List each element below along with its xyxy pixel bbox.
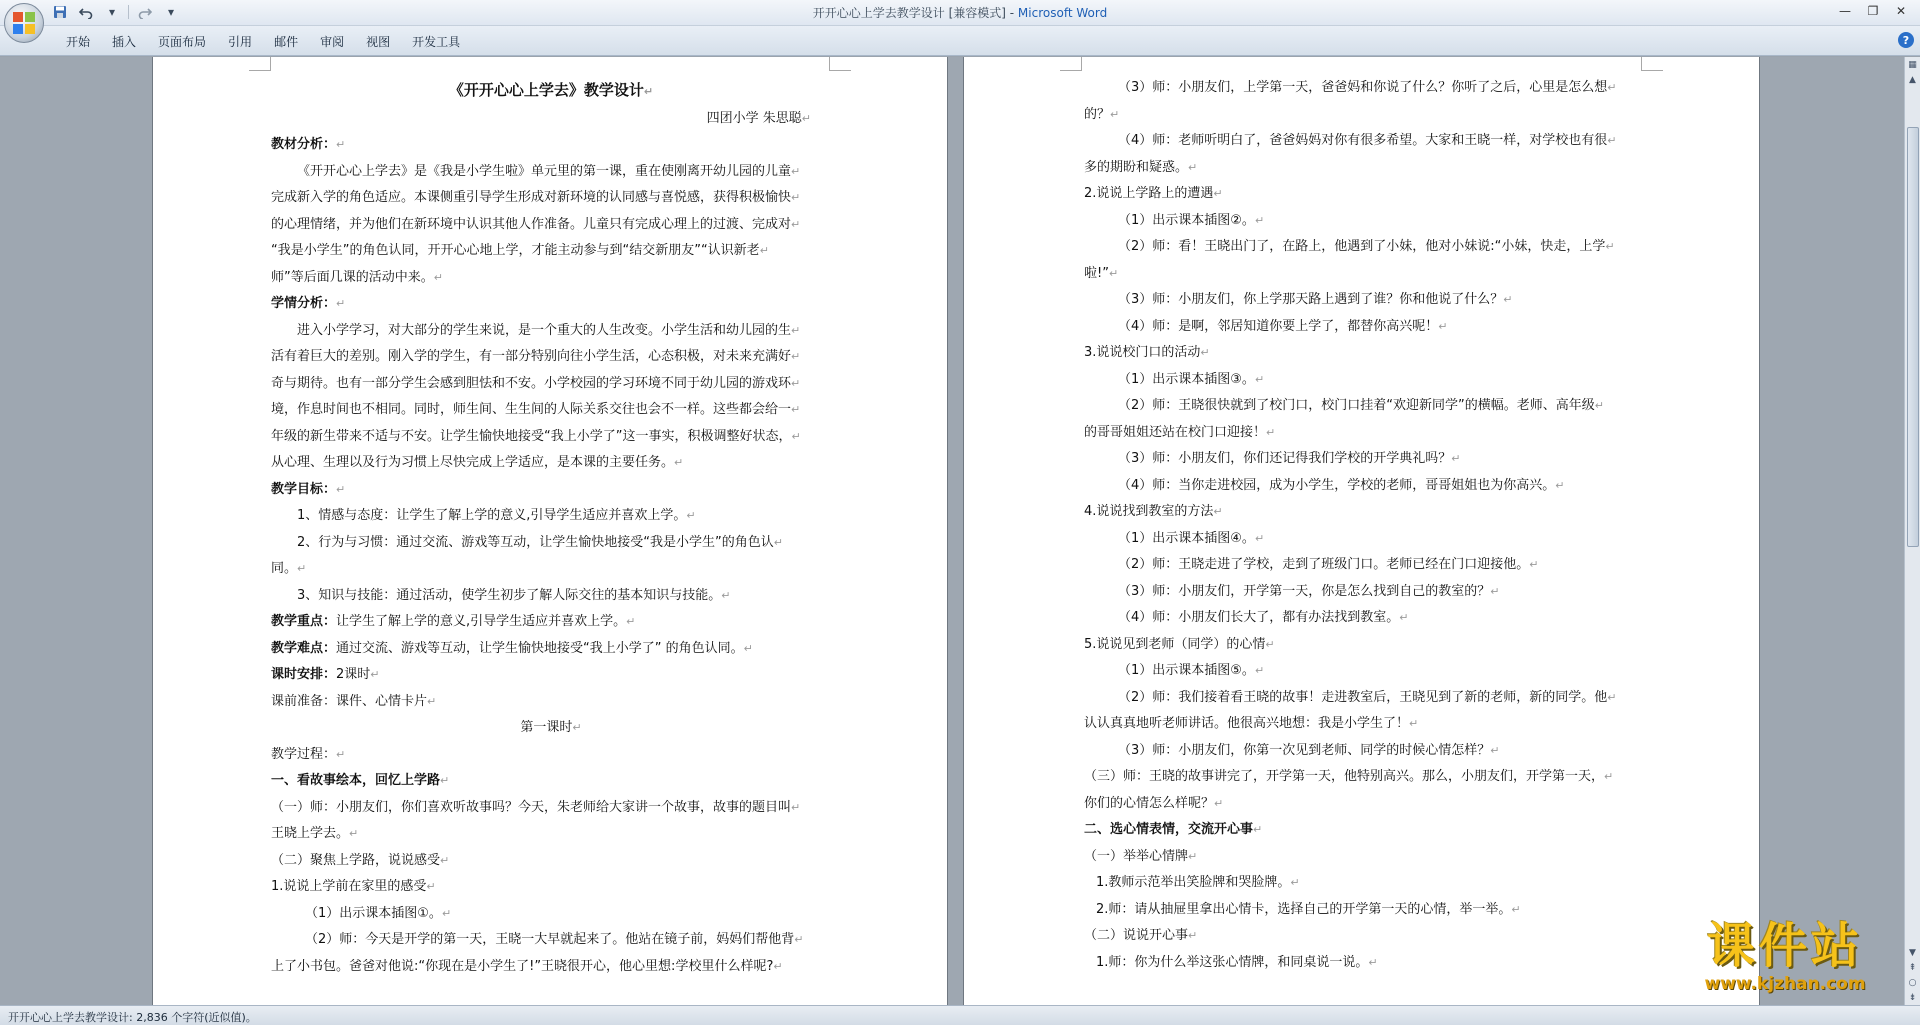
paragraph-mark: ↵ [1555,478,1565,492]
paragraph-line [1084,579,1644,606]
line-text: 境，作息时间也不相同。同时，师生间、生生间的人际关系交往也会不一样。这些都会给一 [271,402,792,417]
paragraph-line [271,424,831,451]
paragraph-mark: ↵ [1254,372,1265,386]
paragraph-mark: ↵ [1200,346,1210,359]
page-body-right [1084,75,1644,976]
paragraph-line [1084,605,1644,632]
paragraph-mark: ↵ [626,615,636,628]
line-text: （一）举举心情牌 [1084,848,1189,864]
line-text: 啦!” [1084,265,1109,281]
page-body-left [271,77,831,980]
author-line [271,106,831,133]
help-icon[interactable]: ? [1898,32,1914,48]
paragraph-line [271,291,831,318]
paragraph-mark: ↵ [1188,929,1198,942]
watermark-url: www.kjzhan.com [1704,974,1866,994]
title-text: 《开开心心上学去》教学设计 [448,81,644,99]
paragraph-line [271,238,831,265]
paragraph-mark: ↵ [791,376,801,390]
paragraph-line [271,583,831,610]
paragraph-mark: ↵ [1607,690,1617,704]
paragraph-line [271,795,831,822]
paragraph-line [1084,340,1644,367]
line-text: 5.说说见到老师（同学）的心情 [1084,636,1266,652]
paragraph-mark: ↵ [297,562,307,575]
paragraph-line [1084,287,1644,314]
paragraph-line [271,344,831,371]
line-text: （1）出示课本插图①。 [305,905,442,921]
paragraph-line [1084,711,1644,738]
line-text: （1）出示课本插图⑤。 [1118,663,1255,678]
tab-developer[interactable]: 开发工具 [412,35,461,49]
line-text: （1）出示课本插图④。 [1118,530,1255,546]
paragraph-line [271,450,831,477]
watermark-logo [1660,918,1910,1000]
select-browse-object-icon[interactable]: ○ [1908,977,1917,988]
paragraph-mark: ↵ [440,853,450,867]
paragraph-line [271,530,831,557]
line-text: 2.说说上学路上的遭遇 [1084,186,1214,201]
line-text: 通过交流、游戏等互动，让学生愉快地接受“我上小学了” 的角色认同。 [336,640,744,656]
section-heading: 教学重点： [271,614,337,629]
document-title: 开开心心上学去教学设计 [兼容模式] - [812,6,1018,20]
left-paragraphs [271,132,831,980]
line-text: 奇与期待。也有一部分学生会感到胆怯和不安。小学校园的学习环境不同于幼儿园的游戏环 [271,375,792,391]
paragraph-mark: ↵ [1213,505,1223,518]
paragraph-line [271,397,831,424]
line-text: 的哥哥姐姐还站在校门口迎接！ [1084,424,1267,440]
line-text: （3）师：小朋友们，开学第一天，你是怎么找到自己的教室的？ [1118,583,1491,599]
line-text: 1、情感与态度：让学生了解上学的意义,引导学生适应并喜欢上学。 [297,508,687,523]
paragraph-mark: ↵ [1490,743,1500,757]
paragraph-mark: ↵ [759,244,769,257]
paragraph-line [271,954,831,981]
paragraph-mark: ↵ [336,747,346,761]
tab-view[interactable]: 视图 [366,35,391,49]
paragraph-line [1084,791,1644,818]
paragraph-line [271,371,831,398]
line-text: （1）出示课本插图③。 [1118,371,1255,387]
paragraph-mark: ↵ [336,297,346,310]
section-heading: 课时安排： [271,667,337,682]
paragraph-line [1084,128,1644,155]
vertical-scrollbar[interactable] [1904,57,1920,1005]
paragraph-mark: ↵ [1213,187,1223,200]
window-controls [1832,2,1914,20]
line-text: （2）师：我们接着看王晓的故事！走进教室后，王晓见到了新的老师，新的同学。他 [1118,689,1608,705]
paragraph-line [1084,923,1644,950]
paragraph-line [1084,552,1644,579]
paragraph-mark: ↵ [1108,266,1119,280]
tab-page-layout[interactable]: 页面布局 [158,35,207,49]
paragraph-line [1084,950,1644,977]
paragraph-mark: ↵ [1438,319,1448,333]
paragraph-mark: ↵ [773,535,783,549]
paragraph-line [1084,181,1644,208]
line-text: 的心理情绪，并为他们在新环境中认识其他人作准备。儿童只有完成心理上的过渡、完成对 [271,216,792,232]
paragraph-mark: ↵ [440,774,450,787]
paragraph-mark: ↵ [1188,160,1198,174]
paragraph-line [1084,420,1644,447]
paragraph-mark: ↵ [1254,213,1265,227]
section-heading: 二、选心情表情，交流开心事 [1084,822,1254,837]
window-title [0,4,1920,21]
ruler-toggle-icon[interactable]: ▦ [1908,59,1917,70]
section-heading: 教学目标： [271,481,337,497]
paragraph-mark: ↵ [1594,399,1604,412]
paragraph-line [271,609,831,636]
line-text: （3）师：小朋友们，你上学那天路上遇到了谁？你和他说了什么？ [1118,292,1504,307]
paragraph-mark: ↵ [791,350,801,363]
status-bar [0,1005,1920,1025]
paragraph-mark: ↵ [1290,876,1300,889]
paragraph-line [1084,870,1644,897]
line-text: （三）师：王晓的故事讲完了，开学第一天，他特别高兴。那么，小朋友们，开学第一天， [1084,769,1605,784]
crop-mark [249,57,271,71]
line-text: （二）说说开心事 [1084,928,1189,943]
crop-mark [1060,57,1082,71]
paragraph-mark: ↵ [426,880,436,893]
paragraph-line [1084,75,1644,102]
paragraph-mark: ↵ [743,641,753,655]
document-page-left[interactable] [152,57,948,1005]
line-text: （3）师：小朋友们，你们还记得我们学校的开学典礼吗？ [1118,451,1452,466]
paragraph-line [271,212,831,239]
line-text: 活有着巨大的差别。刚入学的学生，有一部分特别向往小学生活，心态积极，对未来充满好 [271,349,792,364]
line-text: 3.说说校门口的活动 [1084,345,1201,360]
paragraph-mark: ↵ [791,164,801,178]
paragraph-mark: ↵ [791,217,801,231]
previous-page-icon[interactable]: ⇞ [1908,962,1917,973]
paragraph-line [1084,234,1644,261]
paragraph-mark: ↵ [643,85,654,98]
paragraph-line [271,159,831,186]
paragraph-mark: ↵ [1607,81,1617,94]
line-text: （二）聚焦上学路，说说感受 [271,852,441,868]
paragraph-line [1084,155,1644,182]
line-text: 从心理、生理以及行为习惯上尽快完成上学适应，是本课的主要任务。 [271,455,675,470]
paragraph-line [271,265,831,292]
line-text: 4.说说找到教室的方法 [1084,504,1214,519]
paragraph-line [1084,738,1644,765]
paragraph-mark: ↵ [674,456,684,469]
app-name: Microsoft Word [1017,6,1108,20]
paragraph-line [271,715,831,742]
paragraph-line [1084,314,1644,341]
paragraph-mark: ↵ [441,906,452,920]
line-text: 教学过程： [271,746,337,762]
paragraph-mark: ↵ [1266,425,1276,439]
paragraph-line [1084,473,1644,500]
paragraph-mark: ↵ [433,270,443,284]
watermark-title: 课件站 [1706,918,1863,974]
paragraph-mark: ↵ [1511,902,1521,916]
paragraph-line [271,318,831,345]
line-text: （2）师：今天是开学的第一天，王晓一大早就起来了。他站在镜子前，妈妈们帮他背 [305,932,795,947]
paragraph-mark: ↵ [1605,240,1615,253]
next-page-icon[interactable]: ⇟ [1908,992,1917,1003]
paragraph-line [271,503,831,530]
paragraph-mark: ↵ [721,588,731,602]
word-count-status[interactable]: 开开心心上学去教学设计: 2,836 个字符(近似值)。 [8,1011,257,1024]
paragraph-mark: ↵ [1529,558,1539,571]
paragraph-mark: ↵ [1253,823,1263,836]
restore-icon[interactable]: ❐ [1867,4,1879,18]
paragraph-line [1084,658,1644,685]
paragraph-line [271,821,831,848]
paragraph-mark: ↵ [349,827,359,840]
paragraph-mark: ↵ [1490,584,1500,598]
paragraph-line [1084,102,1644,129]
paragraph-line [1084,764,1644,791]
crop-mark [1641,57,1663,71]
line-text: 上了小书包。爸爸对他说:“你现在是小学生了!”王晓很开心，他心里想:学校里什么样呢? [271,958,774,974]
paragraph-mark: ↵ [1188,849,1198,863]
line-text: （4）师：小朋友们长大了，都有办法找到教室。 [1118,610,1400,625]
tab-review[interactable]: 审阅 [320,35,345,49]
line-text: 第一课时 [520,720,573,735]
paragraph-line [1084,499,1644,526]
paragraph-mark: ↵ [336,482,346,496]
line-text: 2、行为与习惯：通过交流、游戏等互动，让学生愉快地接受“我是小学生”的角色认 [297,534,774,550]
paragraph-mark: ↵ [427,694,437,708]
paragraph-mark: ↵ [791,800,801,814]
paragraph-line [1084,632,1644,659]
tab-home[interactable]: 开始 [66,35,91,49]
paragraph-line [1084,844,1644,871]
line-text: 你们的心情怎么样呢？ [1084,795,1215,811]
scroll-down-icon[interactable]: ▼ [1909,947,1916,958]
line-text: 师”等后面几课的活动中来。 [271,269,434,285]
line-text: （2）师：王晓很快就到了校门口，校门口挂着“欢迎新同学”的横幅。老师、高年级 [1118,398,1595,413]
paragraph-line [271,768,831,795]
line-text: 让学生了解上学的意义,引导学生适应并喜欢上学。 [336,614,627,629]
right-paragraphs [1084,75,1644,976]
paragraph-line [271,477,831,504]
paragraph-mark: ↵ [370,668,380,681]
scroll-up-icon[interactable]: ▲ [1909,74,1916,85]
office-logo-icon [13,12,35,34]
paragraph-line [1084,261,1644,288]
paragraph-line [271,874,831,901]
line-text: （3）师：小朋友们，你第一次见到老师、同学的时候心情怎样？ [1118,742,1491,758]
paragraph-line [1084,897,1644,924]
paragraph-mark: ↵ [773,959,783,973]
line-text: “我是小学生”的角色认同，开开心心地上学，才能主动参与到“结交新朋友”“认识新老 [271,243,760,258]
line-text: 进入小学学习，对大部分的学生来说，是一个重大的人生改变。小学生活和幼儿园的生 [297,322,792,338]
chevron-down-icon[interactable]: ▾ [108,5,116,19]
paragraph-mark: ↵ [686,509,696,522]
section-heading: 教学难点： [271,640,337,656]
paragraph-line [271,689,831,716]
paragraph-line [1084,446,1644,473]
paragraph-mark: ↵ [791,191,801,204]
line-text: 完成新入学的角色适应。本课侧重引导学生形成对新环境的认同感与喜悦感，获得积极愉快 [271,190,792,205]
paragraph-line [271,556,831,583]
document-title-heading [271,77,831,106]
section-heading: 学情分析： [271,296,337,311]
paragraph-line [271,901,831,928]
line-text: 1.说说上学前在家里的感受 [271,879,427,894]
section-heading: 教材分析： [271,137,337,152]
paragraph-mark: ↵ [1265,637,1275,651]
line-text: （4）师：当你走进校园，成为小学生，学校的老师，哥哥姐姐也为你高兴。 [1118,477,1556,493]
paragraph-line [271,132,831,159]
line-text: 认认真真地听老师讲话。他很高兴地想：我是小学生了！ [1084,716,1410,731]
tab-references[interactable]: 引用 [228,35,253,49]
crop-mark [829,57,851,71]
tab-mailings[interactable]: 邮件 [274,35,299,49]
line-text: （4）师：是啊，邻居知道你要上学了，都替你高兴呢！ [1118,318,1439,334]
line-text: 3、知识与技能：通过活动，使学生初步了解人际交往的基本知识与技能。 [297,587,722,603]
paragraph-mark: ↵ [1254,664,1265,677]
office-button[interactable] [4,3,44,43]
paragraph-mark: ↵ [1607,134,1617,147]
paragraph-mark: ↵ [791,429,801,443]
document-workspace [0,57,1904,1005]
paragraph-line [1084,685,1644,712]
paragraph-mark: ↵ [791,403,801,416]
paragraph-line [1084,367,1644,394]
line-text: 王晓上学去。 [271,826,350,841]
paragraph-mark: ↵ [1604,770,1614,783]
line-text: 2.师：请从抽屉里拿出心情卡，选择自己的开学第一天的心情，举一举。 [1096,901,1512,917]
author-text: 四团小学 朱思聪 [706,110,802,126]
ribbon-tabs [58,31,468,52]
line-text: （4）师：老师听明白了，爸爸妈妈对你有很多希望。大家和王晓一样，对学校也有很 [1118,133,1608,148]
paragraph-line [1084,393,1644,420]
line-text: 的？ [1084,106,1111,122]
section-heading: 一、看故事绘本，回忆上学路 [271,773,441,788]
paragraph-mark: ↵ [794,933,804,946]
paragraph-mark: ↵ [791,323,801,337]
paragraph-line [271,927,831,954]
line-text: 课前准备：课件、心情卡片 [271,693,428,709]
paragraph-line [271,636,831,663]
line-text: （3）师：小朋友们，上学第一天，爸爸妈和你说了什么？你听了之后，心里是怎么想 [1118,80,1608,95]
line-text: 1.教师示范举出笑脸牌和哭脸牌。 [1096,875,1291,890]
scrollbar-thumb[interactable] [1907,127,1919,547]
paragraph-mark: ↵ [1409,717,1419,730]
paragraph-line [271,742,831,769]
close-icon[interactable]: ✕ [1895,4,1907,18]
ribbon [0,26,1920,56]
paragraph-mark: ↵ [1110,107,1120,121]
paragraph-mark: ↵ [1503,293,1513,306]
paragraph-mark: ↵ [1368,955,1378,969]
paragraph-mark: ↵ [1254,531,1265,545]
minimize-icon[interactable]: — [1839,4,1851,18]
paragraph-line [271,185,831,212]
line-text: 2课时 [336,667,371,682]
paragraph-mark: ↵ [801,111,811,125]
paragraph-mark: ↵ [336,138,346,151]
line-text: 同。 [271,561,298,576]
line-text: 多的期盼和疑惑。 [1084,159,1189,175]
line-text: （2）师：王晓走进了学校，走到了班级门口。老师已经在门口迎接他。 [1118,557,1530,572]
line-text: （2）师：看！王晓出门了，在路上，他遇到了小妹，他对小妹说:“小妹，快走，上学 [1118,239,1606,254]
paragraph-mark: ↵ [572,721,582,734]
line-text: 《开开心心上学去》是《我是小学生啦》单元里的第一课，重在使刚离开幼儿园的儿童 [297,163,792,179]
paragraph-line [271,662,831,689]
line-text: 年级的新生带来不适与不安。让学生愉快地接受“我上小学了”这一事实，积极调整好状态， [271,428,792,444]
tab-insert[interactable]: 插入 [112,35,137,49]
line-text: （1）出示课本插图②。 [1118,212,1255,228]
paragraph-line [271,848,831,875]
document-page-right[interactable] [963,57,1760,1005]
title-bar [0,0,1920,26]
paragraph-mark: ↵ [1214,796,1224,810]
line-text: 1.师：你为什么举这张心情牌，和同桌说一说。 [1096,954,1369,970]
paragraph-line [1084,208,1644,235]
paragraph-mark: ↵ [1451,452,1461,465]
customize-toolbar-icon[interactable]: ▾ [167,5,175,19]
paragraph-mark: ↵ [1399,611,1409,624]
line-text: （一）师：小朋友们，你们喜欢听故事吗？今天，朱老师给大家讲一个故事，故事的题目叫 [271,799,792,815]
paragraph-line [1084,526,1644,553]
paragraph-line [1084,817,1644,844]
